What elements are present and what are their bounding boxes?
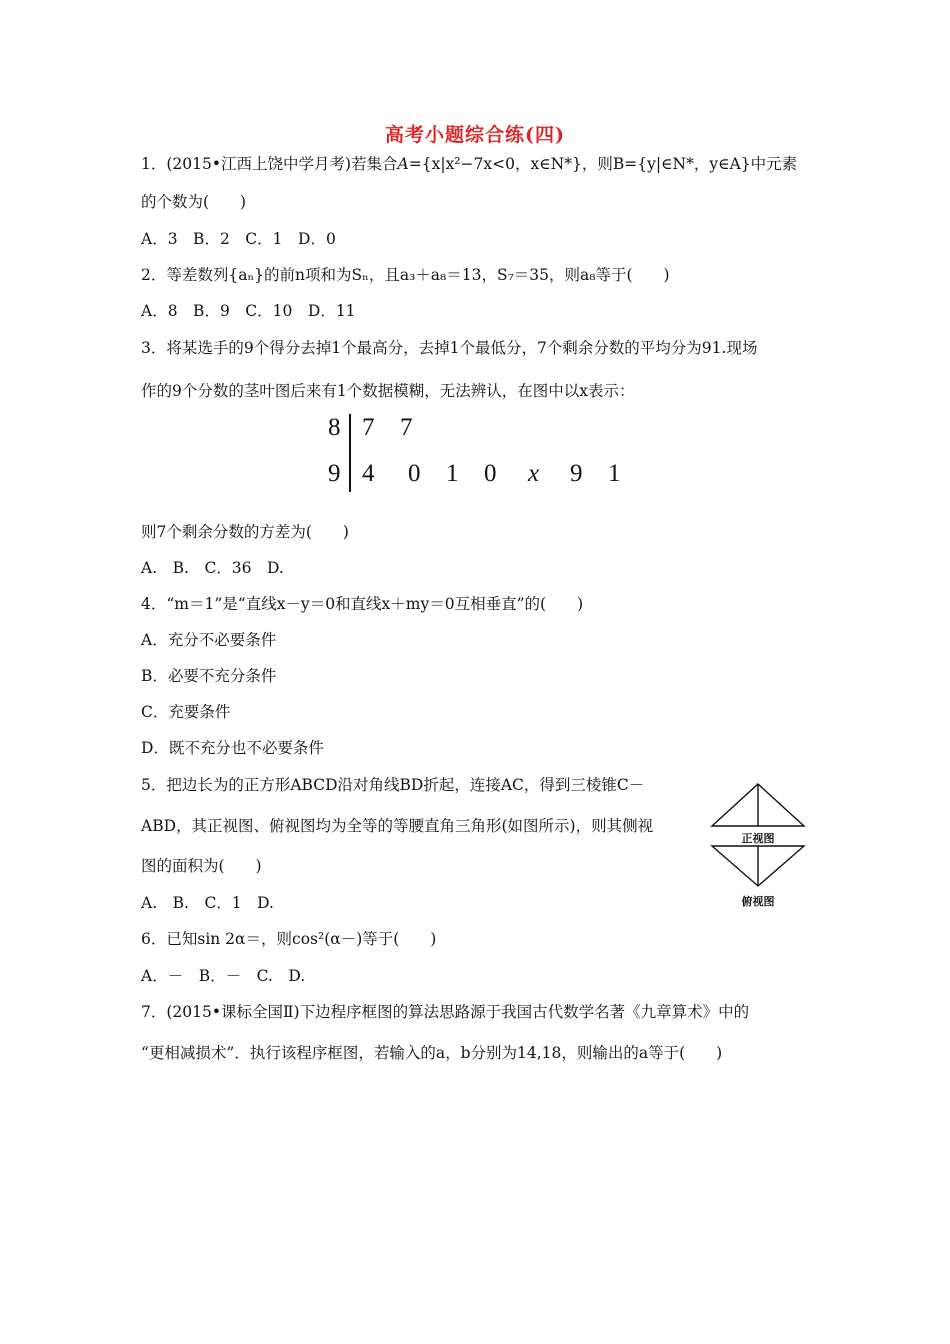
q3-line1: 3．将某选手的9个得分去掉1个最高分，去掉1个最低分，7个剩余分数的平均分为91.现场 [141, 339, 758, 357]
leaf: 0 [484, 460, 497, 487]
q1-var-a: A [397, 155, 409, 173]
q1-line1 [141, 154, 797, 174]
stem-divider [349, 414, 351, 492]
page-title: 高考小题综合练(四) [385, 124, 565, 146]
q3-question: 则7个剩余分数的方差为( ) [141, 523, 349, 541]
leaf: 7 [400, 414, 413, 441]
q4-option-b: B．必要不充分条件 [141, 667, 277, 685]
q5-line1: 5．把边长为的正方形ABCD沿对角线BD折起，连接AC，得到三棱锥C－ [141, 776, 645, 794]
q5-line3: 图的面积为( ) [141, 857, 262, 875]
q7-line1: 7．(2015•课标全国Ⅱ)下边程序框图的算法思路源于我国古代数学名著《九章算术》中的 [141, 1003, 750, 1021]
stem-8: 8 [328, 414, 341, 441]
q3-options: A. B. C．36 D. [141, 559, 284, 577]
stem-9: 9 [328, 460, 341, 487]
q4-option-c: C．充要条件 [141, 703, 231, 721]
q4-text: 4．“m＝1”是“直线x－y＝0和直线x＋my＝0互相垂直”的( ) [141, 595, 584, 613]
q6-options: A．－ B．－ C. D. [141, 967, 306, 985]
front-view-label: 正视图 [741, 832, 775, 845]
q1-line2: 的个数为( ) [141, 193, 247, 211]
q7-line2: “更相减损术”．执行该程序框图，若输入的a，b分别为14,18，则输出的a等于( ) [141, 1044, 723, 1062]
top-view-label: 俯视图 [741, 895, 775, 908]
q5-line2: ABD，其正视图、俯视图均为全等的等腰直角三角形(如图所示)，则其侧视 [141, 817, 654, 835]
leaf: 1 [446, 460, 459, 487]
q1-options: A．3 B．2 C．1 D．0 [141, 230, 336, 248]
q3-line2: 作的9个分数的茎叶图后来有1个数据模糊，无法辨认，在图中以x表示： [141, 382, 635, 400]
leaf: 1 [608, 460, 621, 487]
leaf: 0 [408, 460, 421, 487]
q2-text: 2．等差数列{aₙ}的前n项和为Sₙ，且a₃＋a₈＝13，S₇＝35，则a₈等于( ) [141, 266, 670, 284]
leaf: 9 [570, 460, 583, 487]
leaf-unknown: x [528, 460, 540, 487]
q1-prefix: 1．(2015•江西上饶中学月考)若集合 [141, 155, 398, 173]
stem-leaf-plot [326, 410, 646, 492]
leaf: 4 [362, 460, 375, 487]
leaf: 7 [362, 414, 375, 441]
q4-option-a: A．充分不必要条件 [141, 631, 277, 649]
q4-option-d: D．既不充分也不必要条件 [141, 739, 324, 757]
q1-rest: ={x|x²−7x<0，x∈N*}，则B={y|∈N*，y∈A}中元素 [408, 155, 798, 173]
q2-options: A．8 B．9 C．10 D．11 [141, 302, 356, 320]
q6-text: 6．已知sin 2α＝，则cos²(α－)等于( ) [141, 930, 437, 948]
q5-options: A. B. C．1 D. [141, 894, 274, 912]
three-view-figure [708, 782, 808, 912]
